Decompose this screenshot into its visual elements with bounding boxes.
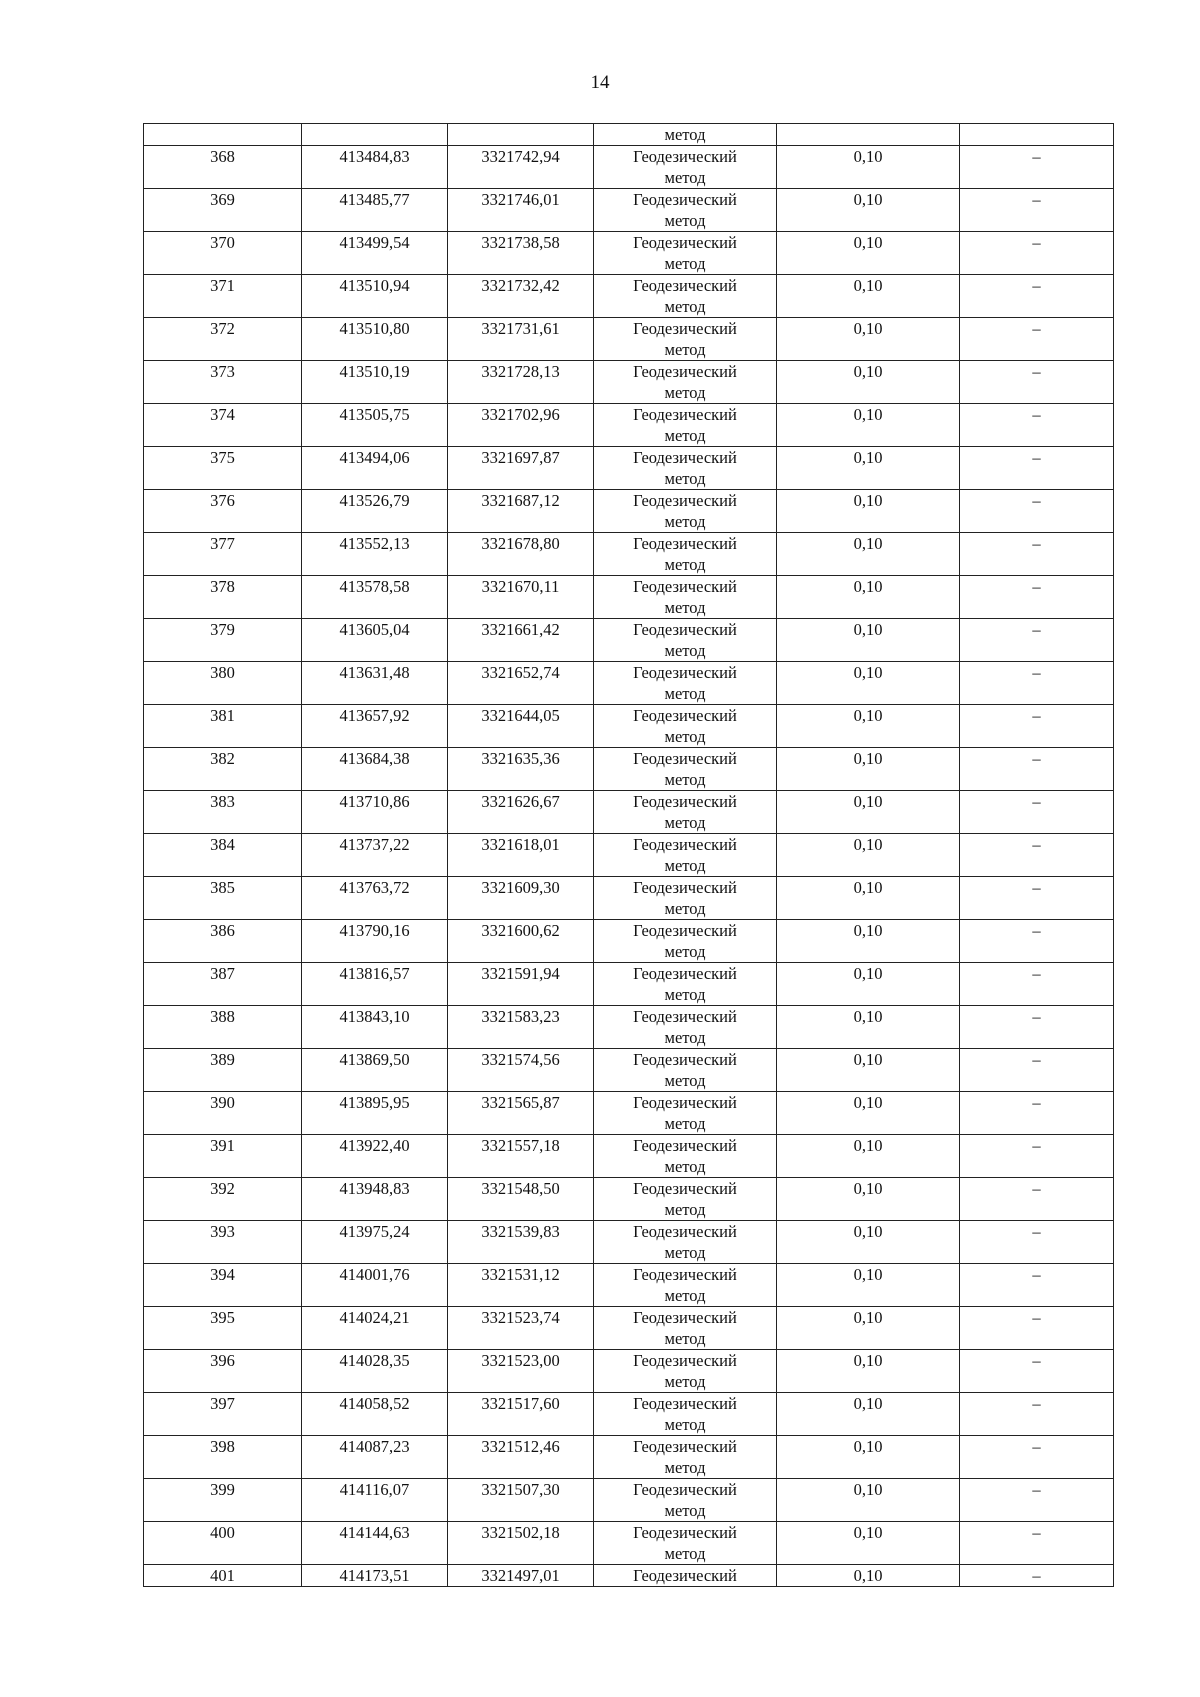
cell-method: Геодезический метод xyxy=(594,662,777,705)
cell-note: – xyxy=(960,490,1114,533)
table-row xyxy=(144,404,1114,447)
cell-method: Геодезический метод xyxy=(594,232,777,275)
cell-note: – xyxy=(960,619,1114,662)
cell-point-number: 374 xyxy=(144,404,302,447)
cell-y: 3321687,12 xyxy=(448,490,594,533)
cell-point-number: 372 xyxy=(144,318,302,361)
table-row xyxy=(144,1178,1114,1221)
cell-method: Геодезический метод xyxy=(594,146,777,189)
cell-accuracy: 0,10 xyxy=(777,834,960,877)
cell-method: Геодезический метод xyxy=(594,920,777,963)
cell-note: – xyxy=(960,361,1114,404)
cell-x: 413657,92 xyxy=(302,705,448,748)
cell-x: 413552,13 xyxy=(302,533,448,576)
cell-y: 3321746,01 xyxy=(448,189,594,232)
cell-accuracy: 0,10 xyxy=(777,1307,960,1350)
cell-x: 414001,76 xyxy=(302,1264,448,1307)
cell-y: 3321618,01 xyxy=(448,834,594,877)
cell-note: – xyxy=(960,1436,1114,1479)
cell-point-number: 391 xyxy=(144,1135,302,1178)
cell-y: 3321661,42 xyxy=(448,619,594,662)
cell-point-number: 398 xyxy=(144,1436,302,1479)
cell-note: – xyxy=(960,232,1114,275)
cell-x: 413605,04 xyxy=(302,619,448,662)
cell-x: 413684,38 xyxy=(302,748,448,791)
cell-accuracy: 0,10 xyxy=(777,1522,960,1565)
cell-x: 413484,83 xyxy=(302,146,448,189)
cell-method: Геодезический метод xyxy=(594,576,777,619)
cell-x: 413499,54 xyxy=(302,232,448,275)
cell-note: – xyxy=(960,533,1114,576)
cell-point-number: 394 xyxy=(144,1264,302,1307)
table-row xyxy=(144,791,1114,834)
cell-note: – xyxy=(960,404,1114,447)
table-row xyxy=(144,1436,1114,1479)
cell-method: Геодезический метод xyxy=(594,361,777,404)
cell-x: 413895,95 xyxy=(302,1092,448,1135)
cell-accuracy: 0,10 xyxy=(777,877,960,920)
cell-note: – xyxy=(960,834,1114,877)
cell-note: – xyxy=(960,791,1114,834)
table-row xyxy=(144,748,1114,791)
cell-method: Геодезический метод xyxy=(594,318,777,361)
cell-point-number: 395 xyxy=(144,1307,302,1350)
cell-method: Геодезический метод xyxy=(594,963,777,1006)
cell-point-number: 379 xyxy=(144,619,302,662)
cell-note: – xyxy=(960,662,1114,705)
cell-note: – xyxy=(960,877,1114,920)
cell-method: Геодезический метод xyxy=(594,705,777,748)
cell-accuracy: 0,10 xyxy=(777,705,960,748)
table-row xyxy=(144,1307,1114,1350)
cell-accuracy: 0,10 xyxy=(777,791,960,834)
cell-point-number: 377 xyxy=(144,533,302,576)
cell-method: Геодезический метод xyxy=(594,490,777,533)
cell-point-number: 386 xyxy=(144,920,302,963)
cell-accuracy xyxy=(777,124,960,146)
cell-y: 3321574,56 xyxy=(448,1049,594,1092)
cell-point-number: 396 xyxy=(144,1350,302,1393)
table-row xyxy=(144,1565,1114,1587)
cell-method: Геодезический метод xyxy=(594,1006,777,1049)
table-row xyxy=(144,1006,1114,1049)
cell-point-number: 392 xyxy=(144,1178,302,1221)
cell-x: 413763,72 xyxy=(302,877,448,920)
cell-method: Геодезический метод xyxy=(594,1436,777,1479)
cell-x xyxy=(302,124,448,146)
cell-accuracy: 0,10 xyxy=(777,490,960,533)
cell-x: 413510,94 xyxy=(302,275,448,318)
cell-point-number: 387 xyxy=(144,963,302,1006)
cell-accuracy: 0,10 xyxy=(777,232,960,275)
cell-note: – xyxy=(960,447,1114,490)
table-row xyxy=(144,232,1114,275)
table-row xyxy=(144,619,1114,662)
table-row xyxy=(144,834,1114,877)
table-row xyxy=(144,1092,1114,1135)
cell-note: – xyxy=(960,275,1114,318)
cell-y: 3321507,30 xyxy=(448,1479,594,1522)
cell-y: 3321635,36 xyxy=(448,748,594,791)
cell-note: – xyxy=(960,920,1114,963)
cell-note: – xyxy=(960,1092,1114,1135)
cell-accuracy: 0,10 xyxy=(777,1565,960,1587)
cell-point-number: 369 xyxy=(144,189,302,232)
cell-accuracy: 0,10 xyxy=(777,662,960,705)
cell-method: Геодезический метод xyxy=(594,1178,777,1221)
table-row xyxy=(144,1135,1114,1178)
cell-y: 3321609,30 xyxy=(448,877,594,920)
page-number: 14 xyxy=(590,72,610,93)
cell-x: 413790,16 xyxy=(302,920,448,963)
cell-x: 414028,35 xyxy=(302,1350,448,1393)
cell-method: Геодезический метод xyxy=(594,1307,777,1350)
cell-note: – xyxy=(960,1522,1114,1565)
cell-y: 3321600,62 xyxy=(448,920,594,963)
table-row xyxy=(144,1393,1114,1436)
cell-method: Геодезический метод xyxy=(594,1393,777,1436)
cell-y: 3321565,87 xyxy=(448,1092,594,1135)
cell-method: Геодезический метод xyxy=(594,1264,777,1307)
cell-note: – xyxy=(960,748,1114,791)
cell-y: 3321557,18 xyxy=(448,1135,594,1178)
cell-method: Геодезический метод xyxy=(594,748,777,791)
cell-x: 413578,58 xyxy=(302,576,448,619)
table-row xyxy=(144,533,1114,576)
table-row xyxy=(144,189,1114,232)
cell-accuracy: 0,10 xyxy=(777,318,960,361)
cell-y: 3321644,05 xyxy=(448,705,594,748)
table-row xyxy=(144,1479,1114,1522)
table-row xyxy=(144,1049,1114,1092)
cell-x: 414087,23 xyxy=(302,1436,448,1479)
cell-y: 3321670,11 xyxy=(448,576,594,619)
cell-y: 3321626,67 xyxy=(448,791,594,834)
cell-accuracy: 0,10 xyxy=(777,1178,960,1221)
cell-method: Геодезический метод xyxy=(594,1350,777,1393)
cell-point-number: 397 xyxy=(144,1393,302,1436)
cell-x: 414173,51 xyxy=(302,1565,448,1587)
cell-method: Геодезический метод xyxy=(594,447,777,490)
cell-note: – xyxy=(960,318,1114,361)
table-row xyxy=(144,146,1114,189)
cell-method: Геодезический метод xyxy=(594,404,777,447)
cell-point-number: 375 xyxy=(144,447,302,490)
cell-method: Геодезический метод xyxy=(594,189,777,232)
cell-note: – xyxy=(960,146,1114,189)
cell-x: 413494,06 xyxy=(302,447,448,490)
table-row xyxy=(144,447,1114,490)
cell-method: Геодезический метод xyxy=(594,619,777,662)
cell-method: Геодезический метод xyxy=(594,1522,777,1565)
cell-point-number: 385 xyxy=(144,877,302,920)
cell-point-number: 380 xyxy=(144,662,302,705)
cell-x: 413737,22 xyxy=(302,834,448,877)
cell-accuracy: 0,10 xyxy=(777,1264,960,1307)
cell-note: – xyxy=(960,1307,1114,1350)
cell-x: 413510,19 xyxy=(302,361,448,404)
table-row xyxy=(144,1221,1114,1264)
cell-method: Геодезический xyxy=(594,1565,777,1587)
cell-accuracy: 0,10 xyxy=(777,533,960,576)
cell-point-number: 376 xyxy=(144,490,302,533)
cell-accuracy: 0,10 xyxy=(777,1135,960,1178)
cell-point-number: 399 xyxy=(144,1479,302,1522)
cell-point-number: 382 xyxy=(144,748,302,791)
cell-accuracy: 0,10 xyxy=(777,275,960,318)
cell-accuracy: 0,10 xyxy=(777,447,960,490)
cell-y: 3321697,87 xyxy=(448,447,594,490)
cell-point-number: 383 xyxy=(144,791,302,834)
cell-method: Геодезический метод xyxy=(594,1092,777,1135)
cell-y: 3321523,00 xyxy=(448,1350,594,1393)
table-row xyxy=(144,920,1114,963)
cell-accuracy: 0,10 xyxy=(777,1436,960,1479)
cell-x: 413510,80 xyxy=(302,318,448,361)
cell-note: – xyxy=(960,189,1114,232)
cell-accuracy: 0,10 xyxy=(777,361,960,404)
cell-note: – xyxy=(960,1006,1114,1049)
cell-x: 413975,24 xyxy=(302,1221,448,1264)
table-row xyxy=(144,877,1114,920)
cell-accuracy: 0,10 xyxy=(777,1393,960,1436)
cell-point-number: 381 xyxy=(144,705,302,748)
cell-method: Геодезический метод xyxy=(594,1479,777,1522)
cell-method: Геодезический метод xyxy=(594,877,777,920)
cell-method: Геодезический метод xyxy=(594,834,777,877)
cell-accuracy: 0,10 xyxy=(777,1049,960,1092)
cell-note: – xyxy=(960,1049,1114,1092)
cell-point-number: 390 xyxy=(144,1092,302,1135)
cell-y: 3321523,74 xyxy=(448,1307,594,1350)
cell-accuracy: 0,10 xyxy=(777,576,960,619)
cell-accuracy: 0,10 xyxy=(777,1006,960,1049)
cell-accuracy: 0,10 xyxy=(777,404,960,447)
cell-y: 3321728,13 xyxy=(448,361,594,404)
cell-point-number: 378 xyxy=(144,576,302,619)
cell-method: Геодезический метод xyxy=(594,533,777,576)
cell-point-number: 371 xyxy=(144,275,302,318)
cell-note: – xyxy=(960,576,1114,619)
table-row xyxy=(144,275,1114,318)
cell-x: 414116,07 xyxy=(302,1479,448,1522)
cell-x: 414144,63 xyxy=(302,1522,448,1565)
cell-point-number: 400 xyxy=(144,1522,302,1565)
cell-note: – xyxy=(960,1221,1114,1264)
cell-y xyxy=(448,124,594,146)
cell-accuracy: 0,10 xyxy=(777,146,960,189)
cell-accuracy: 0,10 xyxy=(777,963,960,1006)
cell-method: Геодезический метод xyxy=(594,275,777,318)
cell-accuracy: 0,10 xyxy=(777,1479,960,1522)
cell-note: – xyxy=(960,1264,1114,1307)
table-row xyxy=(144,490,1114,533)
table-row xyxy=(144,705,1114,748)
cell-y: 3321583,23 xyxy=(448,1006,594,1049)
cell-method: Геодезический метод xyxy=(594,1221,777,1264)
cell-y: 3321702,96 xyxy=(448,404,594,447)
cell-y: 3321497,01 xyxy=(448,1565,594,1587)
table-row xyxy=(144,1522,1114,1565)
cell-y: 3321548,50 xyxy=(448,1178,594,1221)
table-row xyxy=(144,576,1114,619)
cell-note: – xyxy=(960,1350,1114,1393)
cell-x: 413505,75 xyxy=(302,404,448,447)
cell-point-number xyxy=(144,124,302,146)
cell-accuracy: 0,10 xyxy=(777,1221,960,1264)
cell-point-number: 373 xyxy=(144,361,302,404)
cell-y: 3321502,18 xyxy=(448,1522,594,1565)
cell-accuracy: 0,10 xyxy=(777,189,960,232)
cell-accuracy: 0,10 xyxy=(777,1350,960,1393)
cell-y: 3321652,74 xyxy=(448,662,594,705)
cell-note: – xyxy=(960,1479,1114,1522)
cell-note xyxy=(960,124,1114,146)
cell-y: 3321738,58 xyxy=(448,232,594,275)
cell-method: Геодезический метод xyxy=(594,1135,777,1178)
cell-accuracy: 0,10 xyxy=(777,1092,960,1135)
cell-point-number: 389 xyxy=(144,1049,302,1092)
cell-point-number: 368 xyxy=(144,146,302,189)
cell-note: – xyxy=(960,963,1114,1006)
cell-point-number: 370 xyxy=(144,232,302,275)
cell-y: 3321742,94 xyxy=(448,146,594,189)
cell-y: 3321539,83 xyxy=(448,1221,594,1264)
cell-x: 413710,86 xyxy=(302,791,448,834)
table-row xyxy=(144,963,1114,1006)
cell-note: – xyxy=(960,1565,1114,1587)
cell-x: 413843,10 xyxy=(302,1006,448,1049)
cell-x: 413869,50 xyxy=(302,1049,448,1092)
table-row xyxy=(144,662,1114,705)
cell-x: 413485,77 xyxy=(302,189,448,232)
cell-method: Геодезический метод xyxy=(594,791,777,834)
cell-y: 3321531,12 xyxy=(448,1264,594,1307)
table-row xyxy=(144,1350,1114,1393)
cell-x: 414058,52 xyxy=(302,1393,448,1436)
cell-y: 3321591,94 xyxy=(448,963,594,1006)
cell-x: 413922,40 xyxy=(302,1135,448,1178)
cell-x: 414024,21 xyxy=(302,1307,448,1350)
cell-accuracy: 0,10 xyxy=(777,920,960,963)
table-row xyxy=(144,1264,1114,1307)
cell-y: 3321517,60 xyxy=(448,1393,594,1436)
cell-accuracy: 0,10 xyxy=(777,619,960,662)
table-row xyxy=(144,318,1114,361)
cell-accuracy: 0,10 xyxy=(777,748,960,791)
cell-y: 3321732,42 xyxy=(448,275,594,318)
cell-note: – xyxy=(960,1135,1114,1178)
cell-y: 3321678,80 xyxy=(448,533,594,576)
cell-x: 413631,48 xyxy=(302,662,448,705)
cell-point-number: 384 xyxy=(144,834,302,877)
cell-method: Геодезический метод xyxy=(594,1049,777,1092)
continuation-row xyxy=(144,124,1114,146)
cell-y: 3321512,46 xyxy=(448,1436,594,1479)
coordinates-table xyxy=(143,123,1114,1587)
cell-x: 413816,57 xyxy=(302,963,448,1006)
cell-x: 413948,83 xyxy=(302,1178,448,1221)
cell-point-number: 388 xyxy=(144,1006,302,1049)
cell-note: – xyxy=(960,1393,1114,1436)
cell-note: – xyxy=(960,1178,1114,1221)
cell-point-number: 401 xyxy=(144,1565,302,1587)
cell-point-number: 393 xyxy=(144,1221,302,1264)
table-row xyxy=(144,361,1114,404)
cell-note: – xyxy=(960,705,1114,748)
cell-x: 413526,79 xyxy=(302,490,448,533)
cell-method: метод xyxy=(594,124,777,146)
cell-y: 3321731,61 xyxy=(448,318,594,361)
